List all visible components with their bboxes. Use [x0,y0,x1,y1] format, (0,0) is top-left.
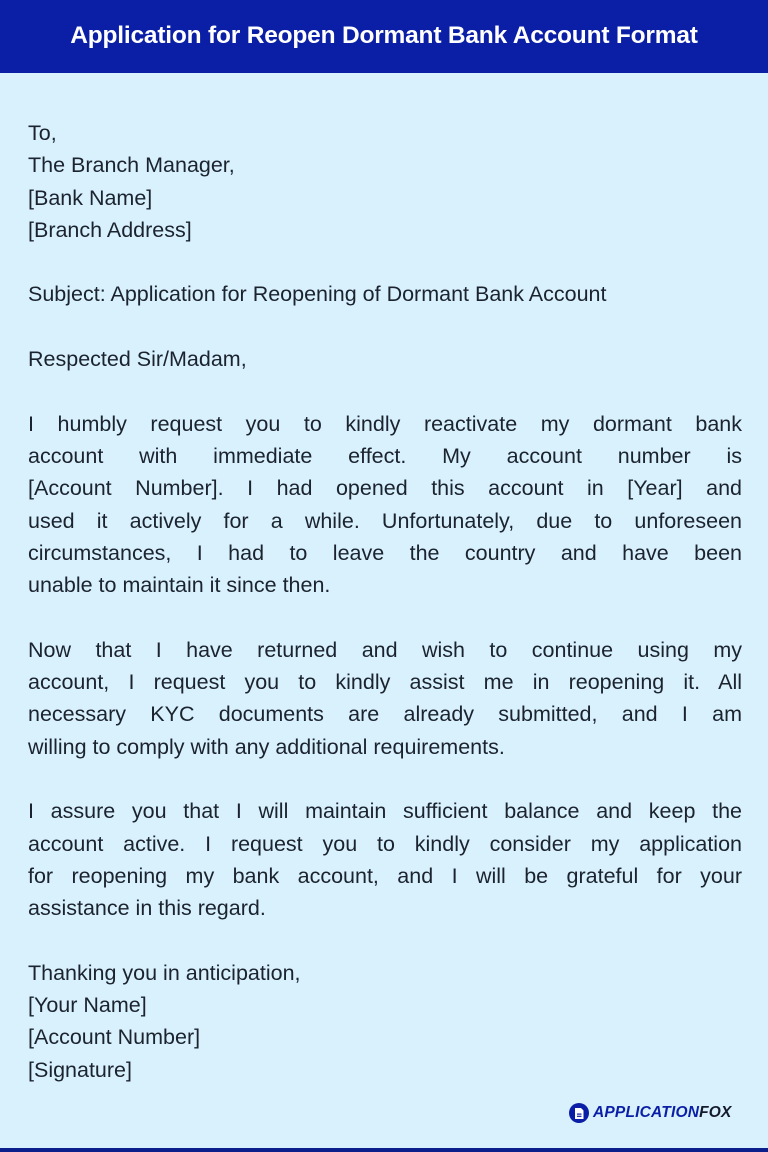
address-recipient: The Branch Manager, [28,153,235,178]
bottom-border [0,1148,768,1152]
closing-thanks: Thanking you in anticipation, [28,960,301,985]
logo-text-primary: APPLICATION [593,1104,700,1121]
document-icon [569,1103,589,1123]
closing-account-number: [Account Number] [28,1025,201,1050]
recipient-address [28,117,742,246]
paragraph-line: used it actively for a while. Unfortunately, due to unforeseen [28,508,742,533]
letter-body [28,117,742,1086]
paragraph-line: Now that I have returned and wish to continue using my [28,637,742,662]
page-header [0,0,768,73]
paragraph-line: willing to comply with any additional requirements. [28,734,505,759]
closing-name: [Your Name] [28,993,147,1018]
letter-subject: Subject: Application for Reopening of Dormant Bank Account [28,282,607,307]
paragraph-line: necessary KYC documents are already submitted, and I am [28,702,742,727]
logo-text [593,1104,732,1122]
paragraph-line: for reopening my bank account, and I will be grateful for your [28,863,742,888]
paragraph-line: account with immediate effect. My account number is [28,443,742,468]
paragraph-line: assistance in this regard. [28,896,266,921]
address-bank-name: [Bank Name] [28,185,153,210]
letter-closing [28,957,742,1086]
address-to: To, [28,121,57,145]
letter-salutation: Respected Sir/Madam, [28,347,247,372]
paragraph-line: [Account Number]. I had opened this account in [Year] and [28,476,742,501]
paragraph-line: account, I request you to kindly assist me in reopening it. All [28,670,742,695]
paragraph-line: I humbly request you to kindly reactivate my dormant bank [28,411,742,436]
closing-signature: [Signature] [28,1057,132,1082]
paragraph-line: I assure you that I will maintain sufficient balance and keep the [28,799,742,824]
paragraph-2 [28,634,742,763]
paragraph-3 [28,795,742,924]
paragraph-line: circumstances, I had to leave the country and have been [28,540,742,565]
page-title: Application for Reopen Dormant Bank Account Format [70,21,698,49]
applicationfox-logo [569,1103,732,1123]
paragraph-line: unable to maintain it since then. [28,573,331,598]
paragraph-line: account active. I request you to kindly consider my application [28,831,742,856]
paragraph-1 [28,408,742,602]
address-branch: [Branch Address] [28,217,192,242]
logo-text-secondary: FOX [699,1104,732,1121]
